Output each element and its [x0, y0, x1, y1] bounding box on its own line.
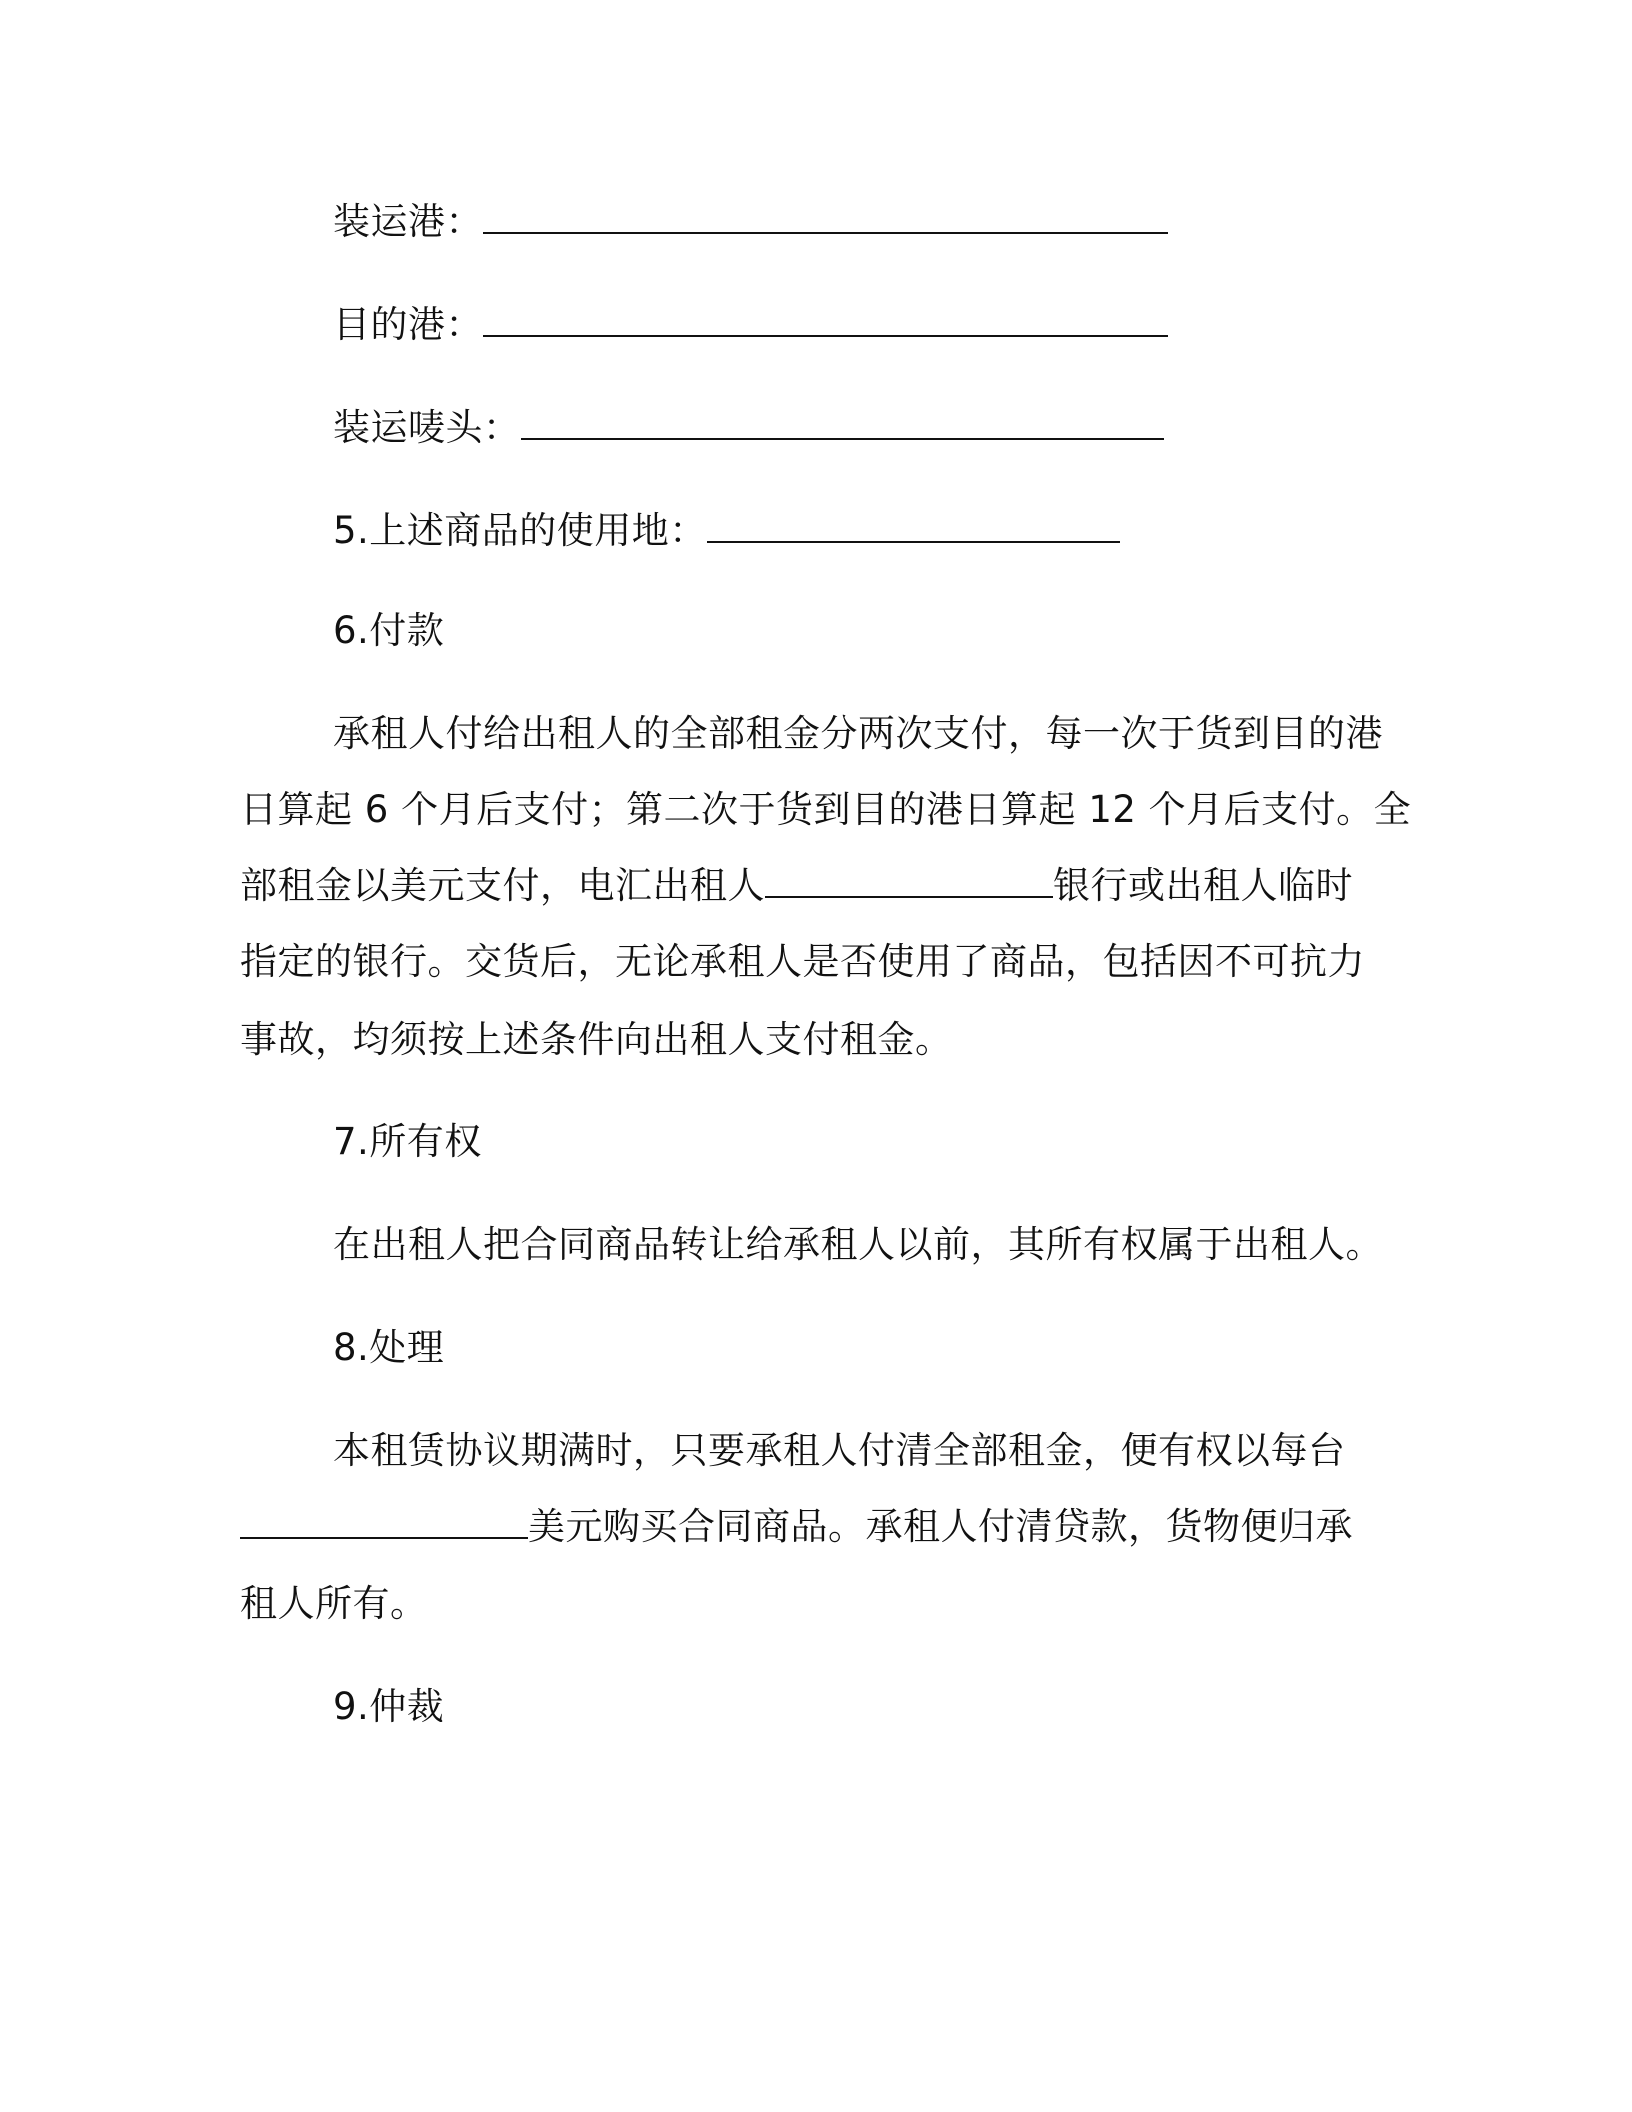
bank-name-blank — [765, 866, 1053, 898]
payment-paragraph-line-2: 日算起 6 个月后支付；第二次于货到目的港日算起 12 个月后支付。全 — [240, 788, 1412, 831]
section-9-heading: 9.仲裁 — [333, 1685, 445, 1728]
shipping-marks-blank — [521, 408, 1164, 440]
destination-port-blank — [483, 305, 1168, 337]
loading-port-line — [333, 198, 1168, 246]
section-6-heading: 6.付款 — [333, 609, 445, 652]
usage-location-line — [333, 507, 1120, 555]
disposal-paragraph-line-1: 本租赁协议期满时，只要承租人付清全部租金，便有权以每台 — [333, 1429, 1346, 1472]
section-7-heading: 7.所有权 — [333, 1120, 482, 1163]
payment-paragraph-line-4: 指定的银行。交货后，无论承租人是否使用了商品，包括因不可抗力 — [240, 940, 1365, 983]
section-8-heading: 8.处理 — [333, 1326, 445, 1369]
payment-text-b: 银行或出租人临时 — [1053, 864, 1353, 907]
loading-port-blank — [483, 202, 1168, 234]
usage-location-label: 5.上述商品的使用地： — [333, 509, 707, 552]
usage-location-blank — [707, 511, 1120, 543]
shipping-marks-line — [333, 404, 1164, 452]
price-per-unit-blank — [240, 1507, 528, 1539]
disposal-text: 美元购买合同商品。承租人付清贷款，货物便归承 — [528, 1505, 1353, 1548]
disposal-paragraph-line-2 — [240, 1503, 1353, 1551]
loading-port-label: 装运港： — [333, 200, 483, 243]
shipping-marks-label: 装运唛头： — [333, 406, 521, 449]
destination-port-line — [333, 301, 1168, 349]
payment-paragraph-line-1: 承租人付给出租人的全部租金分两次支付，每一次于货到目的港 — [333, 712, 1383, 755]
payment-paragraph-line-5: 事故，均须按上述条件向出租人支付租金。 — [240, 1018, 953, 1061]
disposal-paragraph-line-3: 租人所有。 — [240, 1582, 428, 1625]
destination-port-label: 目的港： — [333, 303, 483, 346]
ownership-paragraph: 在出租人把合同商品转让给承租人以前，其所有权属于出租人。 — [333, 1223, 1383, 1266]
payment-text-a: 部租金以美元支付，电汇出租人 — [240, 864, 765, 907]
payment-paragraph-line-3 — [240, 862, 1353, 910]
